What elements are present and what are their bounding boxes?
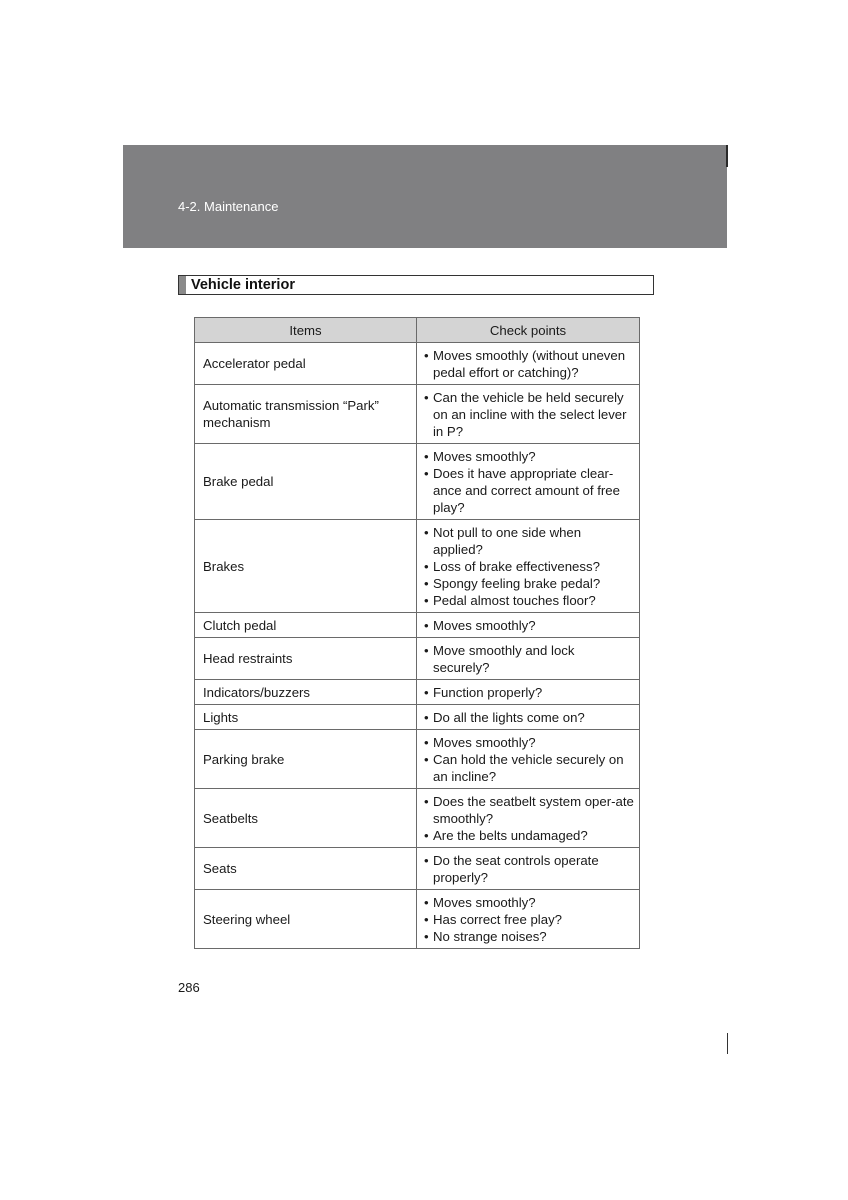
header-items: Items [195, 318, 417, 343]
table-row [195, 680, 640, 705]
check-points-cell [417, 890, 640, 949]
side-margin-mark [727, 1033, 728, 1054]
check-point: • Loss of brake effectiveness? [424, 558, 634, 575]
check-point: • Move smoothly and lock securely? [424, 642, 634, 676]
table-row [195, 789, 640, 848]
item-cell: Automatic transmission “Park” mechanism [195, 385, 417, 444]
item-cell: Brake pedal [195, 444, 417, 520]
title-accent-bar [179, 276, 186, 294]
check-points-cell [417, 730, 640, 789]
check-points-cell [417, 385, 640, 444]
check-point: • Moves smoothly (without uneven pedal effort or catching)? [424, 347, 634, 381]
check-points-cell [417, 520, 640, 613]
item-cell: Accelerator pedal [195, 343, 417, 385]
check-points-cell [417, 343, 640, 385]
table-row [195, 613, 640, 638]
table-row [195, 638, 640, 680]
table-row [195, 848, 640, 890]
check-point: • Do the seat controls operate properly? [424, 852, 634, 886]
item-cell: Indicators/buzzers [195, 680, 417, 705]
check-points-cell [417, 444, 640, 520]
check-point: • Do all the lights come on? [424, 709, 634, 726]
check-point: • Moves smoothly? [424, 894, 634, 911]
check-point: • Pedal almost touches floor? [424, 592, 634, 609]
table-row [195, 385, 640, 444]
item-cell: Clutch pedal [195, 613, 417, 638]
check-point: • Does the seatbelt system oper-ate smoothly? [424, 793, 634, 827]
check-point: • Function properly? [424, 684, 634, 701]
table-row [195, 444, 640, 520]
check-table [194, 317, 640, 949]
check-point: • No strange noises? [424, 928, 634, 945]
check-points-cell [417, 848, 640, 890]
check-point: • Not pull to one side when applied? [424, 524, 634, 558]
check-points-cell [417, 705, 640, 730]
check-points-cell [417, 613, 640, 638]
item-cell: Lights [195, 705, 417, 730]
item-cell: Seats [195, 848, 417, 890]
check-point: • Spongy feeling brake pedal? [424, 575, 634, 592]
table-header-row [195, 318, 640, 343]
table-row [195, 343, 640, 385]
item-cell: Brakes [195, 520, 417, 613]
check-point: • Can the vehicle be held securely on an incline with the select lever in P? [424, 389, 634, 440]
check-points-cell [417, 680, 640, 705]
check-point: • Are the belts undamaged? [424, 827, 634, 844]
check-point: • Moves smoothly? [424, 617, 634, 634]
header-band [123, 145, 727, 248]
section-title-box [178, 275, 654, 295]
table-row [195, 520, 640, 613]
section-label: 4-2. Maintenance [178, 199, 279, 214]
check-point: • Moves smoothly? [424, 734, 634, 751]
item-cell: Head restraints [195, 638, 417, 680]
header-check-points: Check points [417, 318, 640, 343]
check-point: • Can hold the vehicle securely on an incline? [424, 751, 634, 785]
table-row [195, 730, 640, 789]
check-point: • Has correct free play? [424, 911, 634, 928]
check-point: • Moves smoothly? [424, 448, 634, 465]
table-row [195, 705, 640, 730]
item-cell: Parking brake [195, 730, 417, 789]
check-point: • Does it have appropriate clear-ance and correct amount of free play? [424, 465, 634, 516]
page-number: 286 [178, 980, 200, 995]
check-points-cell [417, 789, 640, 848]
item-cell: Steering wheel [195, 890, 417, 949]
item-cell: Seatbelts [195, 789, 417, 848]
header-tick-mark [726, 145, 728, 167]
section-title: Vehicle interior [191, 277, 295, 293]
table-row [195, 890, 640, 949]
check-points-cell [417, 638, 640, 680]
